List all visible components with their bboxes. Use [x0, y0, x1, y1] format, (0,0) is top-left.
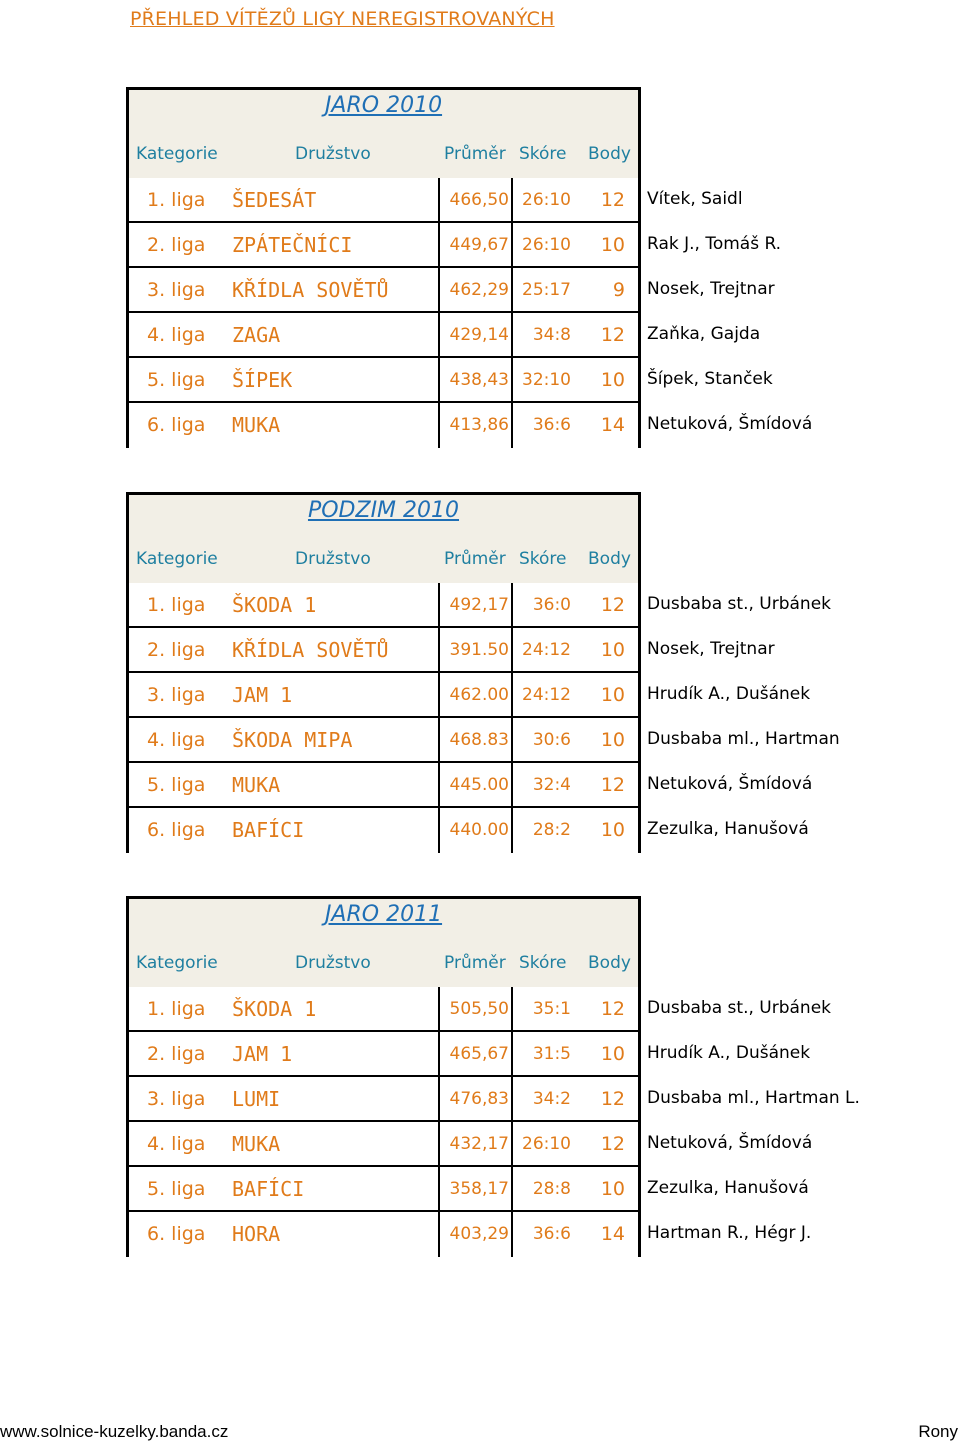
table-row [129, 178, 743, 223]
cell-kategorie: 2. liga [147, 1043, 206, 1065]
table-row [129, 583, 831, 628]
cell-body: 9 [612, 279, 625, 301]
table-row [129, 1032, 811, 1077]
cell-skore: 26:10 [522, 1134, 571, 1154]
column-header-druzstvo: Družstvo [295, 549, 371, 569]
cell-skore: 34:2 [532, 1089, 571, 1109]
column-header-body: Body [588, 953, 631, 973]
column-header-prumer: Průměr [444, 953, 506, 973]
cell-kategorie: 4. liga [147, 1133, 206, 1155]
table-row [129, 313, 761, 358]
column-header-kategorie: Kategorie [136, 953, 218, 973]
cell-vitezove: Nosek, Trejtnar [647, 279, 775, 299]
cell-vitezove: Dusbaba st., Urbánek [647, 594, 831, 614]
cell-kategorie: 5. liga [147, 774, 206, 796]
cell-body: 12 [600, 189, 625, 211]
column-header-druzstvo: Družstvo [295, 953, 371, 973]
cell-prumer: 465,67 [449, 1044, 509, 1064]
cell-kategorie: 3. liga [147, 1088, 206, 1110]
cell-vitezove: Zaňka, Gajda [647, 324, 761, 344]
cell-kategorie: 6. liga [147, 414, 206, 436]
cell-kategorie: 2. liga [147, 234, 206, 256]
footer-website: www.solnice-kuzelky.banda.cz [0, 1422, 229, 1441]
cell-prumer: 432,17 [449, 1134, 509, 1154]
cell-body: 10 [600, 729, 625, 751]
cell-skore: 28:8 [532, 1179, 571, 1199]
cell-body: 14 [600, 1223, 625, 1245]
cell-druzstvo: KŘÍDLA SOVĚTŮ [232, 638, 389, 662]
cell-druzstvo: JAM 1 [232, 683, 293, 707]
column-header-skore: Skóre [519, 549, 567, 569]
document-title: PŘEHLED VÍTĚZŮ LIGY NEREGISTROVANÝCH [130, 8, 555, 30]
cell-prumer: 403,29 [449, 1224, 509, 1244]
season-title: JARO 2011 [324, 902, 443, 927]
cell-body: 12 [600, 324, 625, 346]
cell-druzstvo: ŠEDESÁT [232, 188, 317, 212]
cell-body: 10 [600, 639, 625, 661]
cell-druzstvo: KŘÍDLA SOVĚTŮ [232, 278, 389, 302]
table-body [129, 178, 813, 448]
cell-druzstvo: JAM 1 [232, 1042, 293, 1066]
cell-body: 10 [600, 369, 625, 391]
cell-prumer: 449,67 [449, 235, 509, 255]
cell-druzstvo: MUKA [232, 413, 281, 437]
cell-skore: 34:8 [532, 325, 571, 345]
cell-prumer: 468.83 [449, 730, 509, 750]
cell-skore: 36:6 [532, 415, 571, 435]
cell-druzstvo: MUKA [232, 773, 281, 797]
column-header-prumer: Průměr [444, 144, 506, 164]
cell-prumer: 358,17 [449, 1179, 509, 1199]
cell-prumer: 445.00 [449, 775, 509, 795]
column-header-skore: Skóre [519, 953, 567, 973]
cell-druzstvo: BAFÍCI [232, 1177, 305, 1201]
table-row [129, 1077, 860, 1122]
cell-kategorie: 3. liga [147, 279, 206, 301]
season-title: PODZIM 2010 [307, 498, 460, 523]
cell-kategorie: 2. liga [147, 639, 206, 661]
cell-skore: 30:6 [532, 730, 571, 750]
cell-vitezove: Zezulka, Hanušová [647, 1178, 809, 1198]
cell-skore: 28:2 [532, 820, 571, 840]
column-header-druzstvo: Družstvo [295, 144, 371, 164]
table-row [129, 223, 782, 268]
cell-vitezove: Dusbaba st., Urbánek [647, 998, 831, 1018]
season-title: JARO 2010 [324, 93, 443, 118]
cell-druzstvo: ŠKODA MIPA [232, 728, 353, 752]
column-header-skore: Skóre [519, 144, 567, 164]
cell-vitezove: Netuková, Šmídová [647, 414, 813, 434]
cell-body: 12 [600, 774, 625, 796]
cell-body: 10 [600, 234, 625, 256]
table-body [129, 583, 840, 853]
cell-druzstvo: MUKA [232, 1132, 281, 1156]
table-row [129, 1212, 812, 1257]
cell-body: 10 [600, 819, 625, 841]
cell-kategorie: 5. liga [147, 1178, 206, 1200]
cell-kategorie: 1. liga [147, 998, 206, 1020]
cell-druzstvo: ZAGA [232, 323, 281, 347]
cell-prumer: 438,43 [449, 370, 509, 390]
cell-prumer: 462,29 [449, 280, 509, 300]
column-header-prumer: Průměr [444, 549, 506, 569]
table-row [129, 808, 809, 853]
cell-body: 12 [600, 998, 625, 1020]
cell-skore: 24:12 [522, 640, 571, 660]
cell-vitezove: Hrudík A., Dušánek [647, 684, 811, 704]
cell-body: 14 [600, 414, 625, 436]
cell-druzstvo: HORA [232, 1222, 281, 1246]
cell-druzstvo: ŠÍPEK [232, 368, 293, 392]
cell-vitezove: Dusbaba ml., Hartman L. [647, 1088, 860, 1108]
column-header-body: Body [588, 144, 631, 164]
column-header-body: Body [588, 549, 631, 569]
cell-vitezove: Šípek, Stanček [647, 369, 773, 389]
cell-body: 10 [600, 1178, 625, 1200]
cell-prumer: 466,50 [449, 190, 509, 210]
cell-vitezove: Zezulka, Hanušová [647, 819, 809, 839]
cell-vitezove: Rak J., Tomáš R. [647, 234, 782, 254]
cell-body: 12 [600, 1133, 625, 1155]
cell-prumer: 413,86 [449, 415, 509, 435]
table-row [129, 987, 831, 1032]
table-row [129, 673, 811, 718]
cell-skore: 31:5 [532, 1044, 571, 1064]
cell-vitezove: Hrudík A., Dušánek [647, 1043, 811, 1063]
cell-prumer: 505,50 [449, 999, 509, 1019]
table-body [129, 987, 860, 1257]
cell-prumer: 462.00 [449, 685, 509, 705]
cell-vitezove: Vítek, Saidl [647, 189, 743, 209]
cell-kategorie: 1. liga [147, 189, 206, 211]
cell-vitezove: Dusbaba ml., Hartman [647, 729, 840, 749]
cell-druzstvo: ZPÁTEČNÍCI [232, 233, 353, 257]
cell-skore: 32:4 [532, 775, 571, 795]
table-row [129, 268, 775, 313]
cell-skore: 36:6 [532, 1224, 571, 1244]
cell-vitezove: Netuková, Šmídová [647, 1133, 813, 1153]
cell-skore: 26:10 [522, 235, 571, 255]
cell-body: 12 [600, 594, 625, 616]
cell-body: 10 [600, 684, 625, 706]
cell-druzstvo: LUMI [232, 1087, 281, 1111]
cell-kategorie: 1. liga [147, 594, 206, 616]
cell-skore: 24:12 [522, 685, 571, 705]
cell-kategorie: 5. liga [147, 369, 206, 391]
cell-kategorie: 6. liga [147, 819, 206, 841]
cell-skore: 32:10 [522, 370, 571, 390]
cell-kategorie: 4. liga [147, 324, 206, 346]
cell-skore: 26:10 [522, 190, 571, 210]
cell-prumer: 391.50 [449, 640, 509, 660]
cell-druzstvo: BAFÍCI [232, 818, 305, 842]
cell-kategorie: 4. liga [147, 729, 206, 751]
cell-skore: 35:1 [532, 999, 571, 1019]
cell-skore: 36:0 [532, 595, 571, 615]
column-header-kategorie: Kategorie [136, 144, 218, 164]
cell-vitezove: Netuková, Šmídová [647, 774, 813, 794]
cell-druzstvo: ŠKODA 1 [232, 997, 317, 1021]
cell-vitezove: Hartman R., Hégr J. [647, 1223, 812, 1243]
footer-author: Rony [918, 1422, 958, 1441]
cell-kategorie: 3. liga [147, 684, 206, 706]
cell-vitezove: Nosek, Trejtnar [647, 639, 775, 659]
cell-prumer: 429,14 [449, 325, 509, 345]
table-row [129, 1122, 813, 1167]
table-row [129, 1167, 809, 1212]
cell-prumer: 440.00 [449, 820, 509, 840]
cell-prumer: 492,17 [449, 595, 509, 615]
cell-body: 10 [600, 1043, 625, 1065]
table-row [129, 628, 775, 673]
cell-prumer: 476,83 [449, 1089, 509, 1109]
cell-skore: 25:17 [522, 280, 571, 300]
cell-body: 12 [600, 1088, 625, 1110]
table-row [129, 403, 813, 448]
table-row [129, 718, 840, 763]
cell-kategorie: 6. liga [147, 1223, 206, 1245]
table-row [129, 763, 813, 808]
cell-druzstvo: ŠKODA 1 [232, 593, 317, 617]
table-row [129, 358, 773, 403]
column-header-kategorie: Kategorie [136, 549, 218, 569]
